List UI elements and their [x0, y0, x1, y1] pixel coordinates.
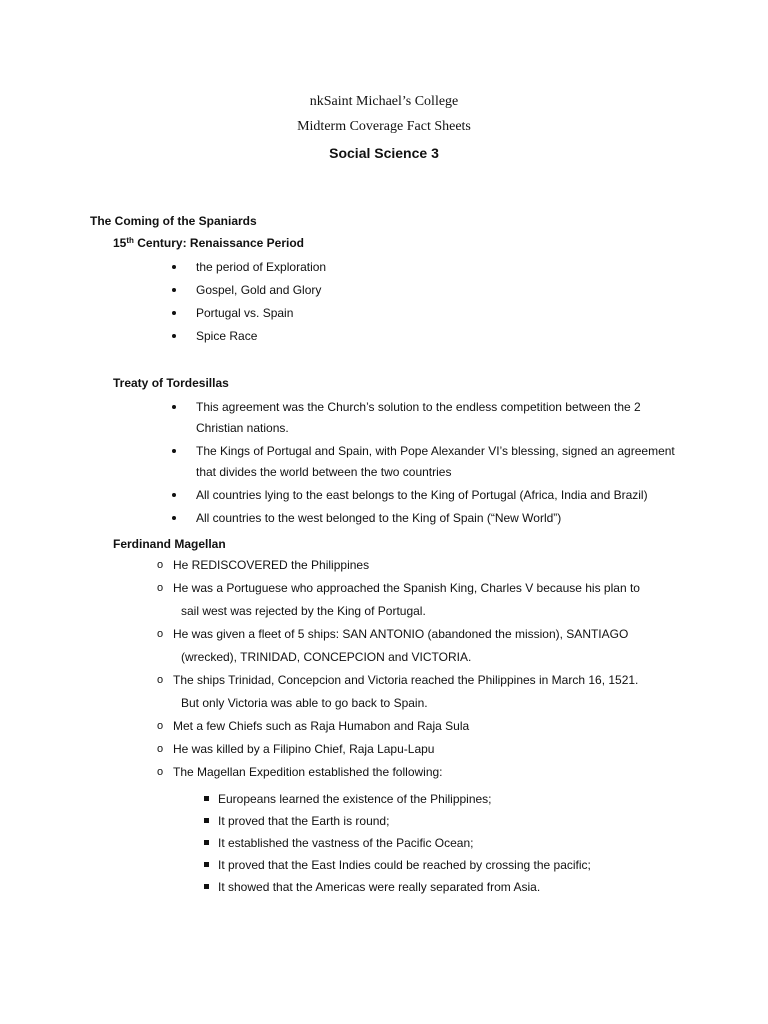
list-item: Portugal vs. Spain: [196, 303, 326, 324]
list-item-line: He was given a fleet of 5 ships: SAN ANTONIO (abandoned the mission), SANTIAGO: [173, 627, 629, 641]
treaty-list: [196, 397, 676, 531]
century-label: Century: Renaissance Period: [133, 236, 304, 250]
list-item-line: He was killed by a Filipino Chief, Raja Lapu-Lapu: [173, 742, 435, 756]
list-item: Europeans learned the existence of the Philippines;: [218, 788, 668, 810]
century-number: 15: [113, 236, 127, 250]
list-item-line: The Magellan Expedition established the following:: [173, 765, 443, 779]
list-item: [173, 669, 673, 715]
list-item: All countries lying to the east belongs to the King of Portugal (Africa, India and Brazil): [196, 485, 676, 506]
list-item: [173, 577, 673, 623]
list-item: [173, 715, 673, 738]
list-item-continuation: (wrecked), TRINIDAD, CONCEPCION and VICTORIA.: [181, 650, 472, 664]
list-item-line: The ships Trinidad, Concepcion and Victoria reached the Philippines in March 16, 1521.: [173, 673, 639, 687]
list-item: the period of Exploration: [196, 257, 326, 278]
list-item-line: He was a Portuguese who approached the Spanish King, Charles V because his plan to: [173, 581, 640, 595]
section-heading-century: [113, 236, 304, 250]
expedition-list: [218, 788, 668, 898]
list-item: This agreement was the Church’s solution to the endless competition between the 2 Christian nations.: [196, 397, 676, 439]
section-heading-magellan: Ferdinand Magellan: [113, 537, 226, 551]
list-item: All countries to the west belonged to the King of Spain (“New World”): [196, 508, 676, 529]
list-item-line: Met a few Chiefs such as Raja Humabon and Raja Sula: [173, 719, 470, 733]
list-item: [173, 554, 673, 577]
list-item-continuation: sail west was rejected by the King of Portugal.: [181, 604, 426, 618]
list-item: The Kings of Portugal and Spain, with Pope Alexander VI’s blessing, signed an agreement that divides the world between the two countries: [196, 441, 676, 483]
list-item: Gospel, Gold and Glory: [196, 280, 326, 301]
list-item-continuation: But only Victoria was able to go back to Spain.: [181, 696, 428, 710]
section-heading-treaty: Treaty of Tordesillas: [113, 376, 229, 390]
list-item: It showed that the Americas were really separated from Asia.: [218, 876, 668, 898]
list-item: [173, 761, 673, 784]
century-list: [196, 257, 326, 349]
subject-title: Social Science 3: [329, 145, 439, 161]
magellan-list: [173, 554, 673, 784]
school-name: nkSaint Michael’s College: [309, 94, 459, 109]
list-item-line: He REDISCOVERED the Philippines: [173, 558, 370, 572]
list-item: Spice Race: [196, 326, 326, 347]
list-item: [173, 623, 673, 669]
section-heading-coming: The Coming of the Spaniards: [90, 214, 257, 228]
document-subtitle: Midterm Coverage Fact Sheets: [297, 119, 471, 134]
list-item: [173, 738, 673, 761]
list-item: It proved that the East Indies could be reached by crossing the pacific;: [218, 854, 668, 876]
century-suffix: th: [126, 236, 134, 245]
list-item: It proved that the Earth is round;: [218, 810, 668, 832]
list-item: It established the vastness of the Pacific Ocean;: [218, 832, 668, 854]
